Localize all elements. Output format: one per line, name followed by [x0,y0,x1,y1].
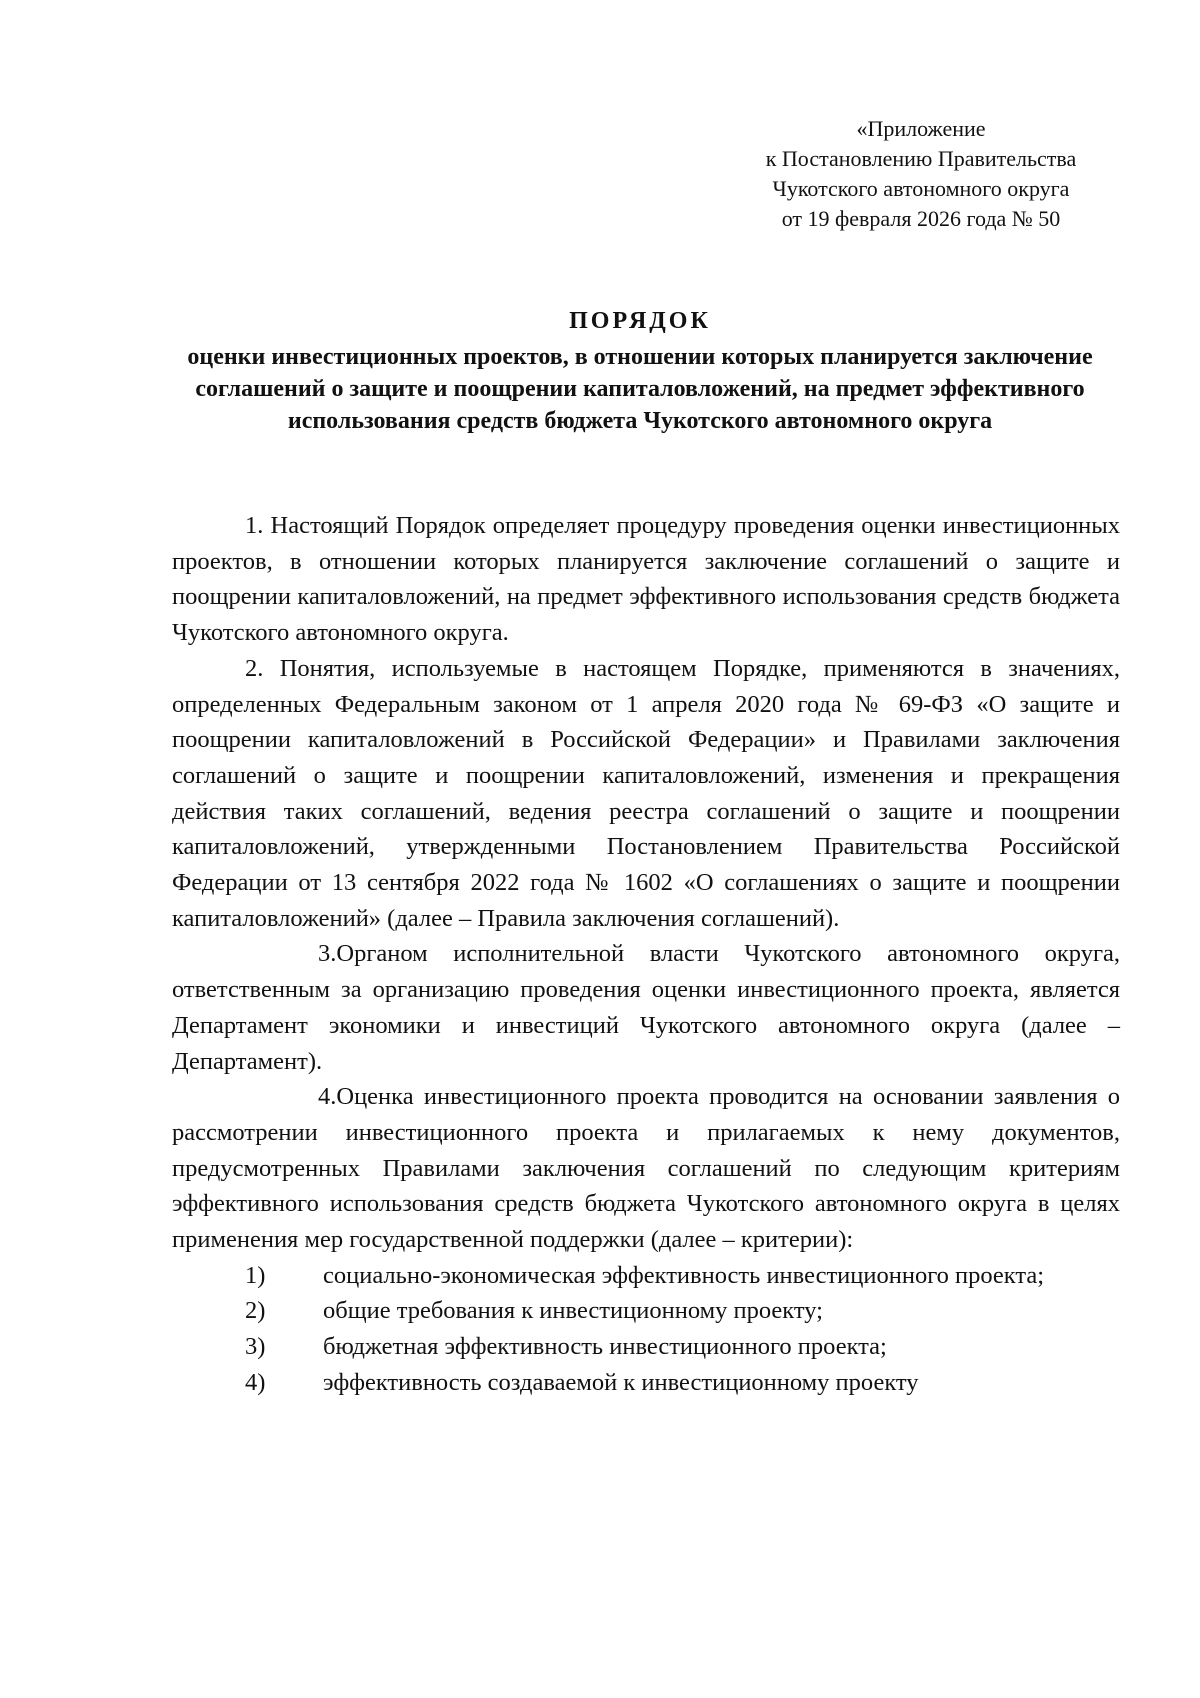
list-item [172,1293,1120,1329]
title-main: ПОРЯДОК [569,308,711,334]
paragraph-number: 2. [245,654,264,682]
appendix-header [742,114,1100,234]
paragraph-4 [172,1079,1120,1258]
paragraph-number: 3. [318,940,337,968]
appendix-line-4: от 19 февраля 2026 года № 50 [781,206,1061,231]
appendix-line-3: Чукотского автономного округа [772,176,1070,201]
paragraph-text: Настоящий Порядок определяет процедуру проведения оценки инвестиционных проектов, в отношении которых планируется заключение соглашений о защите и поощрении капиталовложений, на предмет эффективного использования средств бюджета Чукотского автономного округа. [172,512,1120,647]
paragraph-3 [172,936,1120,1079]
title-subtitle: оценки инвестиционных проектов, в отношении которых планируется заключение соглашений о защите и поощрении капиталовложений, на предмет эффективного использования средств бюджета Чукотского автономного округа [187,344,1093,434]
paragraph-2 [172,651,1120,937]
paragraph-number: 1. [245,512,264,539]
list-item-number: 2) [245,1297,266,1325]
paragraph-text: Оценка инвестиционного проекта проводится на основании заявления о рассмотрении инвестиционного проекта и прилагаемых к нему документов, предусмотренных Правилами заключения соглашений по следующим критериям эффективного использования средств бюджета Чукотского автономного округа в целях применения мер государственной поддержки (далее – критерии): [172,1083,1120,1254]
list-item-number: 3) [245,1333,266,1361]
document-title [160,305,1120,437]
list-item-text: эффективность создаваемой к инвестиционному проекту [323,1368,919,1396]
list-item [172,1329,1120,1365]
list-item-text: социально-экономическая эффективность инвестиционного проекта; [323,1261,1045,1289]
list-item [172,1365,1120,1401]
appendix-line-1: «Приложение [856,116,986,141]
list-item-text: общие требования к инвестиционному проекту; [323,1297,823,1325]
appendix-line-2: к Постановлению Правительства [765,146,1077,171]
list-item-number: 1) [245,1261,266,1289]
paragraph-text: Понятия, используемые в настоящем Порядке, применяются в значениях, определенных Федеральным законом от 1 апреля 2020 года № 69-ФЗ «О защите и поощрении капиталовложений в Российской Федерации» и Правилами заключения соглашений о защите и поощрении капиталовложений, изменения и прекращения действия таких соглашений, ведения реестра соглашений о защите и поощрении капиталовложений, утвержденными Постановлением Правительства Российской Федерации от 13 сентября 2022 года № 1602 «О соглашениях о защите и поощрении капиталовложений» (далее – Правила заключения соглашений). [172,654,1121,932]
list-item-number: 4) [245,1368,266,1396]
paragraph-text: Органом исполнительной власти Чукотского автономного округа, ответственным за организацию проведения оценки инвестиционного проекта, является Департамент экономики и инвестиций Чукотского автономного округа (далее – Департамент). [172,940,1120,1075]
document-body [172,508,1120,1401]
list-item-text: бюджетная эффективность инвестиционного проекта; [323,1333,887,1361]
paragraph-number: 4. [318,1083,337,1111]
list-item [172,1258,1120,1294]
paragraph-1 [172,508,1120,651]
